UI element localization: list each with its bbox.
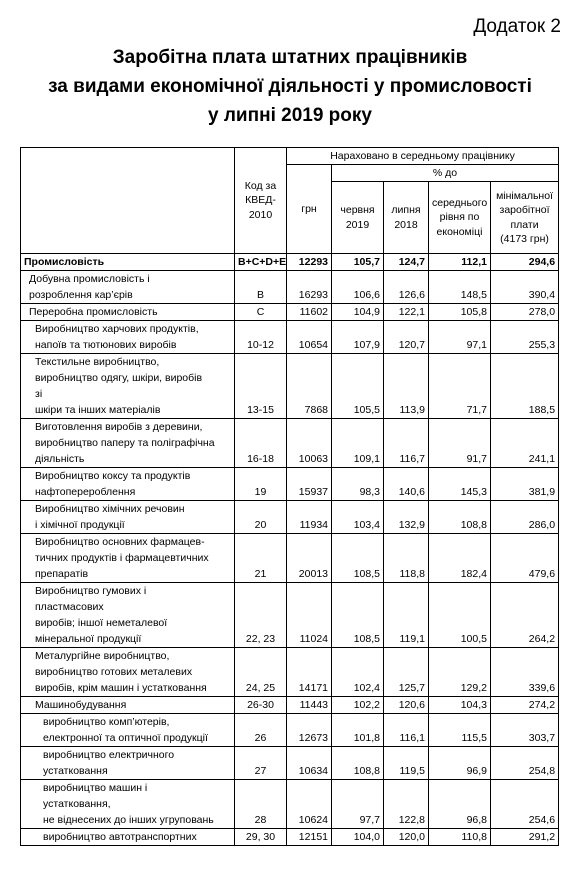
table-row <box>21 780 559 829</box>
activity-name-line: напоїв та тютюнових виробів <box>35 339 177 351</box>
kved-code: 21 <box>235 534 287 583</box>
value-june: 104,0 <box>332 829 384 846</box>
value-avg: 100,5 <box>429 583 491 648</box>
value-min: 291,2 <box>491 829 559 846</box>
activity-name-line: Виробництво харчових продуктів, <box>35 323 199 335</box>
value-min: 264,2 <box>491 583 559 648</box>
value-avg: 96,9 <box>429 747 491 780</box>
value-avg: 96,8 <box>429 780 491 829</box>
value-uah: 10063 <box>287 419 332 468</box>
activity-name-line: виробництво готових металевих <box>35 666 193 678</box>
value-uah: 7868 <box>287 354 332 419</box>
kved-code: 24, 25 <box>235 648 287 697</box>
activity-name <box>21 354 235 419</box>
activity-name-line: Машинобудування <box>35 699 127 711</box>
value-june: 105,5 <box>332 354 384 419</box>
kved-code: 26 <box>235 714 287 747</box>
value-july: 120,6 <box>384 697 429 714</box>
activity-name-line: пластмасових <box>35 601 104 613</box>
value-uah: 16293 <box>287 271 332 304</box>
table-row <box>21 583 559 648</box>
table-row <box>21 354 559 419</box>
value-uah: 12673 <box>287 714 332 747</box>
header-july: липня 2018 <box>384 182 429 254</box>
kved-code: 16-18 <box>235 419 287 468</box>
activity-name-line: мінеральної продукції <box>35 633 142 645</box>
value-june: 97,7 <box>332 780 384 829</box>
header-avg: середнього рівня по економіці <box>429 182 491 254</box>
value-june: 105,7 <box>332 254 384 271</box>
document-title <box>0 43 580 130</box>
value-min: 278,0 <box>491 304 559 321</box>
value-june: 102,4 <box>332 648 384 697</box>
activity-name <box>21 780 235 829</box>
kved-code: 26-30 <box>235 697 287 714</box>
value-min: 339,6 <box>491 648 559 697</box>
value-min: 294,6 <box>491 254 559 271</box>
value-min: 479,6 <box>491 534 559 583</box>
value-july: 140,6 <box>384 468 429 501</box>
table-row <box>21 468 559 501</box>
activity-name <box>21 321 235 354</box>
activity-name-line: виробництво електричного <box>43 749 175 761</box>
kved-code: 10-12 <box>235 321 287 354</box>
activity-name-line: препаратів <box>35 568 89 580</box>
activity-name-line: і хімічної продукції <box>35 519 125 531</box>
value-avg: 110,8 <box>429 829 491 846</box>
activity-name-line: діяльність <box>35 453 85 465</box>
value-avg: 115,5 <box>429 714 491 747</box>
value-july: 125,7 <box>384 648 429 697</box>
value-june: 104,9 <box>332 304 384 321</box>
value-july: 122,8 <box>384 780 429 829</box>
value-uah: 10624 <box>287 780 332 829</box>
value-june: 102,2 <box>332 697 384 714</box>
value-july: 120,7 <box>384 321 429 354</box>
activity-name-line: Добувна промисловість і <box>29 273 150 285</box>
activity-name <box>21 747 235 780</box>
value-june: 103,4 <box>332 501 384 534</box>
value-min: 381,9 <box>491 468 559 501</box>
value-june: 108,8 <box>332 747 384 780</box>
activity-name <box>21 583 235 648</box>
value-july: 132,9 <box>384 501 429 534</box>
value-june: 106,6 <box>332 271 384 304</box>
header-pct: % до <box>332 165 559 182</box>
kved-code: B+C+D+E <box>235 254 287 271</box>
activity-name-line: Виробництво основних фармацев- <box>35 536 205 548</box>
value-uah: 11443 <box>287 697 332 714</box>
kved-code: C <box>235 304 287 321</box>
activity-name-line: тичних продуктів і фармацевтичних <box>35 552 209 564</box>
activity-name-line: виробництво паперу та поліграфічна <box>35 437 215 449</box>
activity-name <box>21 829 235 846</box>
table-row <box>21 501 559 534</box>
value-avg: 182,4 <box>429 534 491 583</box>
value-avg: 145,3 <box>429 468 491 501</box>
activity-name-line: устатковання, <box>43 798 111 810</box>
value-avg: 129,2 <box>429 648 491 697</box>
value-uah: 11602 <box>287 304 332 321</box>
activity-name <box>21 468 235 501</box>
activity-name-line: не віднесених до інших угруповань <box>43 814 214 826</box>
kved-code: 28 <box>235 780 287 829</box>
activity-name-line: виробів, крім машин і устатковання <box>35 682 207 694</box>
table-row <box>21 534 559 583</box>
title-line: Заробітна плата штатних працівників <box>112 47 468 68</box>
value-min: 254,8 <box>491 747 559 780</box>
value-uah: 12151 <box>287 829 332 846</box>
activity-name-line: виробництво одягу, шкіри, виробів <box>35 372 203 384</box>
kved-code: B <box>235 271 287 304</box>
activity-name-line: Промисловість <box>24 256 105 268</box>
activity-name <box>21 714 235 747</box>
value-min: 303,7 <box>491 714 559 747</box>
kved-code: 20 <box>235 501 287 534</box>
title-line: за видами економічної діяльності у промисловості <box>48 76 532 97</box>
value-min: 254,6 <box>491 780 559 829</box>
activity-name <box>21 697 235 714</box>
activity-name-line: виробництво автотранспортних <box>43 831 197 843</box>
value-avg: 91,7 <box>429 419 491 468</box>
title-line: у липні 2019 року <box>208 105 372 126</box>
value-avg: 97,1 <box>429 321 491 354</box>
header-accrued: Нараховано в середньому працівнику <box>287 148 559 165</box>
activity-name-line: Металургійне виробництво, <box>35 650 170 662</box>
table-row <box>21 648 559 697</box>
table-row <box>21 829 559 846</box>
table-row <box>21 714 559 747</box>
value-july: 122,1 <box>384 304 429 321</box>
activity-name <box>21 254 235 271</box>
value-min: 241,1 <box>491 419 559 468</box>
value-july: 116,7 <box>384 419 429 468</box>
header-min: мінімальної заробітної плати (4173 грн) <box>491 182 559 254</box>
value-avg: 71,7 <box>429 354 491 419</box>
value-uah: 10654 <box>287 321 332 354</box>
table-row <box>21 254 559 271</box>
kved-code: 19 <box>235 468 287 501</box>
value-uah: 12293 <box>287 254 332 271</box>
table-row <box>21 271 559 304</box>
activity-name <box>21 419 235 468</box>
kved-code: 27 <box>235 747 287 780</box>
kved-code: 22, 23 <box>235 583 287 648</box>
activity-name-line: зі <box>35 388 43 400</box>
header-uah: грн <box>287 165 332 254</box>
activity-name-line: електронної та оптичної продукції <box>43 732 208 744</box>
appendix-label: Додаток 2 <box>473 16 561 37</box>
value-avg: 112,1 <box>429 254 491 271</box>
table-row <box>21 321 559 354</box>
value-july: 119,5 <box>384 747 429 780</box>
value-june: 108,5 <box>332 534 384 583</box>
value-min: 390,4 <box>491 271 559 304</box>
value-uah: 10634 <box>287 747 332 780</box>
activity-name-line: розроблення кар’єрів <box>29 289 133 301</box>
value-avg: 148,5 <box>429 271 491 304</box>
activity-name-line: виробництво машин і <box>43 782 148 794</box>
activity-name-line: Виробництво хімічних речовин <box>35 503 185 515</box>
value-avg: 108,8 <box>429 501 491 534</box>
header-code: Код за КВЕД- 2010 <box>235 148 287 254</box>
value-july: 113,9 <box>384 354 429 419</box>
value-july: 118,8 <box>384 534 429 583</box>
activity-name <box>21 501 235 534</box>
activity-name <box>21 534 235 583</box>
value-uah: 15937 <box>287 468 332 501</box>
header-june: червня 2019 <box>332 182 384 254</box>
value-july: 119,1 <box>384 583 429 648</box>
value-uah: 11024 <box>287 583 332 648</box>
value-uah: 11934 <box>287 501 332 534</box>
activity-name-line: Переробна промисловість <box>29 306 158 318</box>
value-june: 101,8 <box>332 714 384 747</box>
value-avg: 104,3 <box>429 697 491 714</box>
value-june: 98,3 <box>332 468 384 501</box>
value-july: 124,7 <box>384 254 429 271</box>
activity-name-line: Виготовлення виробів з деревини, <box>35 421 203 433</box>
value-min: 286,0 <box>491 501 559 534</box>
table-row <box>21 697 559 714</box>
value-uah: 20013 <box>287 534 332 583</box>
table-row <box>21 419 559 468</box>
value-uah: 14171 <box>287 648 332 697</box>
value-june: 108,5 <box>332 583 384 648</box>
activity-name-line: шкіри та інших матеріалів <box>35 404 161 416</box>
value-july: 126,6 <box>384 271 429 304</box>
value-min: 274,2 <box>491 697 559 714</box>
activity-name-line: нафтоперероблення <box>35 486 136 498</box>
value-june: 107,9 <box>332 321 384 354</box>
activity-name <box>21 271 235 304</box>
header-activity <box>21 148 235 254</box>
activity-name-line: виробництво комп’ютерів, <box>43 716 170 728</box>
activity-name-line: Текстильне виробництво, <box>35 356 160 368</box>
activity-name-line: Виробництво гумових і <box>35 585 147 597</box>
kved-code: 29, 30 <box>235 829 287 846</box>
activity-name-line: виробів; іншої неметалевої <box>35 617 168 629</box>
value-june: 109,1 <box>332 419 384 468</box>
table-row <box>21 304 559 321</box>
activity-name <box>21 304 235 321</box>
kved-code: 13-15 <box>235 354 287 419</box>
value-min: 188,5 <box>491 354 559 419</box>
value-july: 116,1 <box>384 714 429 747</box>
value-avg: 105,8 <box>429 304 491 321</box>
value-min: 255,3 <box>491 321 559 354</box>
salary-table <box>20 147 559 846</box>
activity-name-line: устатковання <box>43 765 108 777</box>
value-july: 120,0 <box>384 829 429 846</box>
activity-name-line: Виробництво коксу та продуктів <box>35 470 191 482</box>
table-row <box>21 747 559 780</box>
activity-name <box>21 648 235 697</box>
